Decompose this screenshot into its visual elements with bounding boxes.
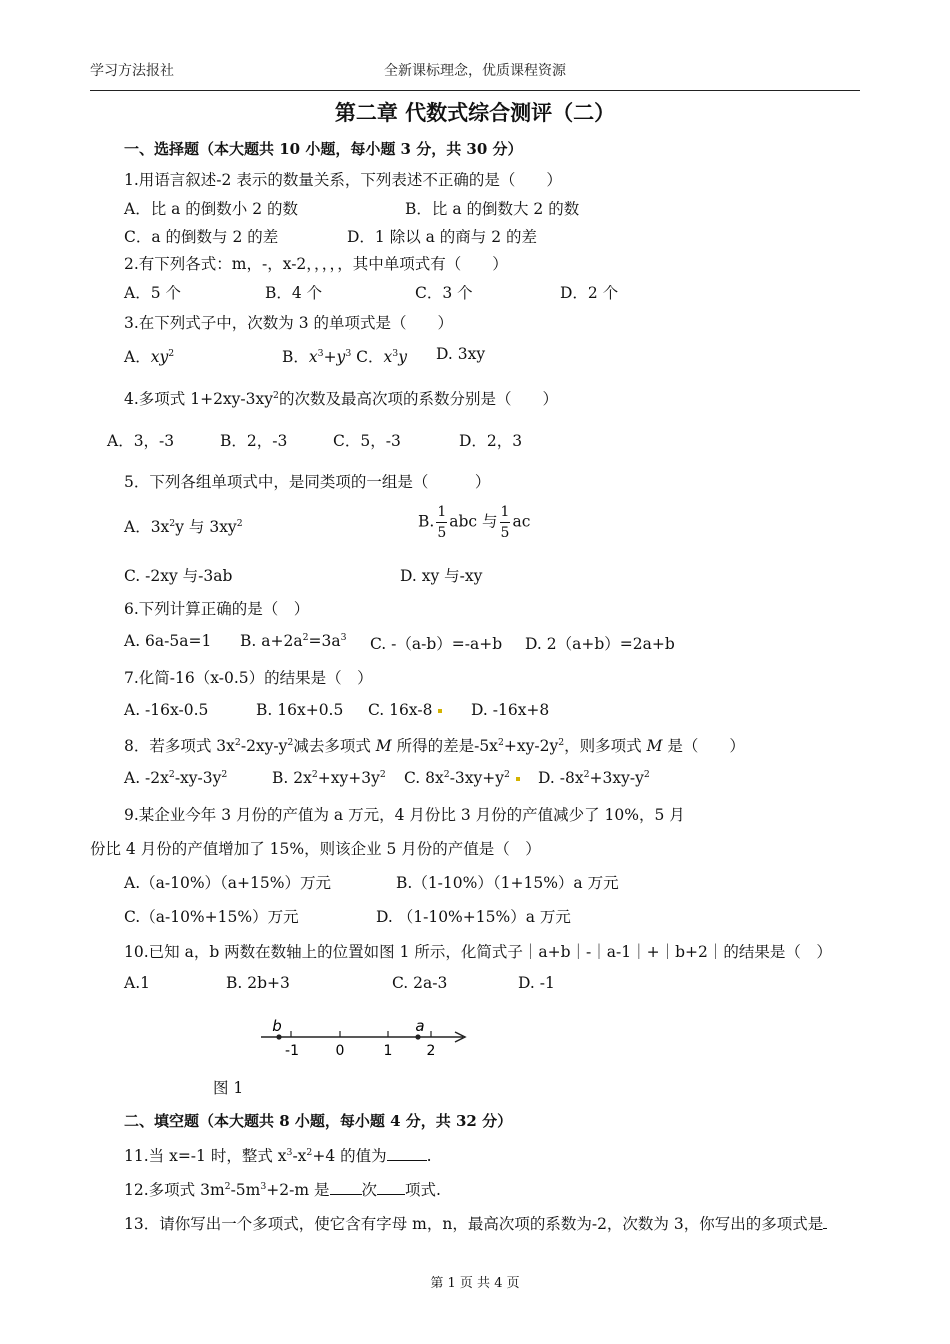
q7-option-a: A. -16x-0.5	[124, 701, 209, 719]
question-9-stem-line1: 9.某企业今年 3 月份的产值为 a 万元，4 月份比 3 月份的产值减少了 10%，5 月	[124, 806, 685, 824]
q4-option-c: C．5，-3	[333, 432, 401, 450]
q8-option-d: D. $-8x^2+3xy-y^2$	[538, 768, 650, 787]
q6-option-b: B. $a+2a^2=3a^3$	[240, 631, 347, 650]
q6-option-c: C. -（a-b）=-a+b	[370, 635, 503, 653]
figure-caption: 图 1	[213, 1079, 244, 1097]
question-12: 12.多项式 $3m^2-5m^3+2-m$ 是 次 项式.	[124, 1180, 441, 1199]
label-b: b	[272, 1017, 282, 1035]
q1-option-b: B．比 a 的倒数大 2 的数	[405, 200, 580, 218]
label-a: a	[415, 1017, 425, 1035]
question-2-stem: 2.有下列各式：m，-，x-2，，，，，其中单项式有（ ）	[124, 255, 508, 273]
header-divider	[90, 90, 860, 91]
question-13: 13．请你写出一个多项式，使它含有字母 m，n，最高次项的系数为-2，次数为 3，你写出的多项式是	[124, 1212, 827, 1234]
q6-option-a: A. 6a-5a=1	[124, 632, 212, 650]
q4-option-a: A．3，-3	[107, 432, 175, 450]
point-a	[415, 1034, 420, 1039]
q10-option-b: B. 2b+3	[226, 974, 290, 992]
q5-option-a: A．$3x^2y$ 与 $3xy^2$	[124, 517, 243, 536]
q9-option-d: D. （1-10%+15%）a 万元	[376, 908, 571, 926]
q4-option-b: B．2，-3	[220, 432, 288, 450]
tick-label-one: 1	[383, 1043, 393, 1059]
header-publisher: 学习方法报社	[90, 63, 174, 79]
q1-option-d: D．1 除以 a 的商与 2 的差	[347, 228, 538, 246]
question-1-stem: 1.用语言叙述-2 表示的数量关系，下列表述不正确的是（ ）	[124, 171, 562, 189]
q10-option-a: A.1	[124, 974, 150, 992]
q5-option-b: B. $\frac{1}{5}$ abc 与 $\frac{1}{5}$ ac	[418, 504, 531, 541]
q9-option-a: A.（a-10%）（a+15%）万元	[124, 874, 331, 892]
q2-option-c: C．3 个	[415, 284, 473, 302]
point-b	[276, 1034, 281, 1039]
question-4-stem: 4.多项式 $1+2xy-3xy^2$的次数及最高次项的系数分别是（ ）	[124, 389, 558, 408]
q7-option-c: C. 16x-8	[368, 701, 448, 719]
q3-option-b-c: B．$x^3+y^3$ C．$x^3y$	[282, 347, 407, 366]
q3-option-d: D. 3xy	[436, 345, 486, 363]
q2-option-a: A．5 个	[124, 284, 181, 302]
section-multiple-choice: 一、选择题（本大题共 10 小题，每小题 3 分，共 30 分）	[124, 140, 523, 158]
q9-option-b: B.（1-10%）（1+15%）a 万元	[396, 874, 619, 892]
q7-option-d: D. -16x+8	[471, 701, 550, 719]
number-line-figure	[255, 1012, 475, 1062]
q12-terms-blank[interactable]	[377, 1194, 405, 1195]
question-7-stem: 7.化简-16（x-0.5）的结果是（ ）	[124, 669, 373, 687]
q1-option-c: C．a 的倒数与 2 的差	[124, 228, 279, 246]
q3-option-a: A．$xy^2$	[124, 347, 175, 366]
q11-answer-blank[interactable]	[387, 1160, 427, 1161]
section-fill-in-blank: 二、填空题（本大题共 8 小题，每小题 4 分，共 32 分）	[124, 1112, 513, 1130]
q13-answer-blank[interactable]	[823, 1228, 827, 1229]
tick-label-zero: 0	[335, 1043, 345, 1059]
q8-option-c: C. $8x^2-3xy+y^2$	[404, 769, 526, 787]
page-footer: 第 1 页 共 4 页	[430, 1276, 520, 1291]
q1-option-a: A．比 a 的倒数小 2 的数	[124, 200, 299, 218]
header-slogan: 全新课标理念，优质课程资源	[384, 63, 566, 79]
q9-option-c: C.（a-10%+15%）万元	[124, 908, 299, 926]
question-11: 11.当 x=-1 时，整式 $x^3-x^2+4$ 的值为 .	[124, 1146, 432, 1165]
q5-option-c: C. -2xy 与-3ab	[124, 567, 233, 585]
q6-option-d: D. 2（a+b）=2a+b	[525, 635, 675, 653]
q2-option-d: D．2 个	[560, 284, 619, 302]
q10-option-c: C. 2a-3	[392, 974, 448, 992]
question-10-stem: 10.已知 a，b 两数在数轴上的位置如图 1 所示，化简式子｜a+b｜-｜a-1｜+｜b+2｜的结果是（ ）	[124, 943, 832, 961]
q8-option-a: A. $-2x^2-xy-3y^2$	[124, 768, 228, 787]
tick-label-minus-one: -1	[285, 1043, 299, 1059]
page-title: 第二章 代数式综合测评（二）	[334, 100, 616, 125]
q12-degree-blank[interactable]	[330, 1194, 362, 1195]
question-8-stem: 8．若多项式 $3x^2-2xy-y^2$减去多项式 M 所得的差是$-5x^2+xy-2y^2$，则多项式 M 是（ ）	[124, 736, 745, 755]
q10-option-d: D. -1	[518, 974, 555, 992]
question-3-stem: 3.在下列式子中，次数为 3 的单项式是（ ）	[124, 314, 454, 332]
question-5-stem: 5．下列各组单项式中，是同类项的一组是（ ）	[124, 473, 491, 491]
question-9-stem-line2: 份比 4 月份的产值增加了 15%，则该企业 5 月份的产值是（ ）	[90, 840, 541, 858]
q8-option-b: B. $2x^2+xy+3y^2$	[272, 768, 386, 787]
question-6-stem: 6.下列计算正确的是（ ）	[124, 600, 310, 618]
q4-option-d: D．2，3	[459, 432, 523, 450]
tick-label-two: 2	[426, 1043, 436, 1059]
q5-option-d: D. xy 与-xy	[400, 567, 483, 585]
q7-option-b: B. 16x+0.5	[256, 701, 344, 719]
q2-option-b: B．4 个	[265, 284, 323, 302]
